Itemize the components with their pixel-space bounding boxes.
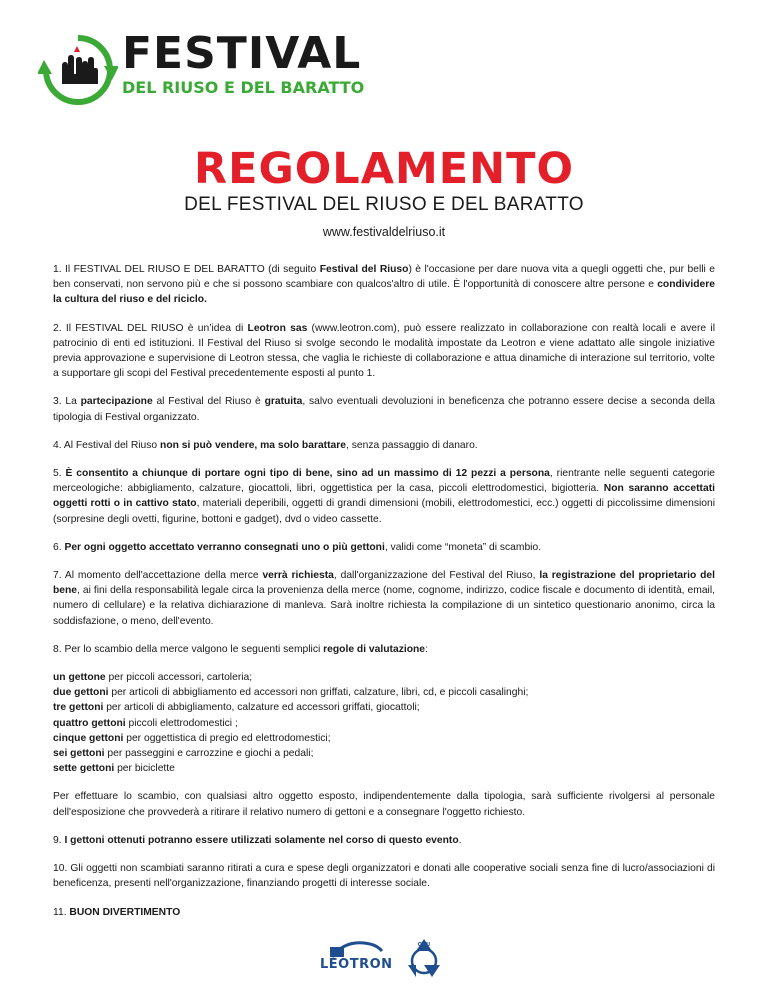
token-desc: per biciclette [114, 763, 175, 775]
leotron-name: LEOTRON [320, 957, 393, 972]
rule-text: , senza passaggio di danaro. [346, 439, 478, 451]
rule-text: 1. Il FESTIVAL DEL RIUSO E DEL BARATTO (di seguito [53, 264, 320, 275]
token-desc: per passeggini e carrozzine e giochi a pedali; [104, 748, 314, 760]
logo-subtitle: DEL RIUSO E DEL BARATTO [122, 78, 365, 97]
token-desc: per oggettistica di pregio ed elettrodomestici; [123, 732, 331, 744]
rule-bold: BUON DIVERTIMENTO [69, 906, 181, 918]
rule-bold: partecipazione [80, 396, 153, 408]
rule-text: 11. [53, 906, 70, 918]
rule-text: 6. [53, 541, 65, 553]
website-link[interactable]: www.festivaldelriuso.it [322, 225, 446, 239]
rule-text: , dall'organizzazione del Festival del Riuso, [333, 570, 540, 582]
rule-bold: non si può vendere, ma solo barattare [160, 439, 346, 451]
token-desc: per piccoli accessori, cartoleria; [105, 672, 253, 684]
list-item [53, 670, 715, 685]
page-subtitle: DEL FESTIVAL DEL RIUSO E DEL BARATTO [184, 194, 584, 215]
list-item [53, 761, 715, 776]
rule-9 [53, 833, 715, 848]
rule-bold: Leotron sas [247, 322, 308, 334]
festival-logo [38, 28, 365, 110]
rule-text: , rientrante nelle seguenti categorie merceologiche: abbigliamento, calzature, giocattoli, libri, oggettistica per la casa, piccoli elettrodomestici, bigiotteria. [53, 468, 715, 495]
recycle-hands-icon [38, 30, 118, 110]
token-desc: piccoli elettrodomestici ; [125, 717, 238, 729]
rule-3 [53, 394, 715, 424]
token-count: tre gettoni [53, 702, 104, 714]
list-item [53, 731, 715, 746]
rule-text: , materiali deperibili, oggetti di grandi dimensioni (mobili, elettrodomestici, ecc.) oggetti di piccolissime dimensioni (sorpresine degli ovetti, figurine, bottoni e gadget), dvd o video cassette. [53, 498, 715, 525]
token-count: sette gettoni [53, 763, 115, 775]
rule-10: 10. Gli oggetti non scambiati saranno ritirati a cura e spese degli organizzatori e donati alle cooperative sociali senza fine di lucro/associazioni di beneficenza, presenti nell'organizzazione, finanziando progetti di interesse sociale. [53, 863, 715, 890]
rule-text: 5. [53, 468, 66, 480]
rule-text: ) è l'occasione per dare nuova vita a quegli oggetti che, pur belli e ben conservati, non servono più e che si possono scambiare con qualcos'altro di utile. È l'opportunità di conoscere altre persone e [53, 264, 715, 291]
rule-8-exchange: Per effettuare lo scambio, con qualsiasi altro oggetto esposto, indipendentemente dalla tipologia, sarà sufficiente rivolgersi al personale dell'esposizione che provvederà a ritirare il relativo numero di gettoni e a consegnare l'oggetto richiesto. [53, 791, 715, 818]
leotron-mark-icon [324, 939, 384, 959]
rule-text: 8. Per lo scambio della merce valgono le seguenti semplici [53, 643, 324, 655]
rule-2 [53, 321, 715, 382]
rule-text: 2. Il FESTIVAL DEL RIUSO è un’idea di [53, 322, 248, 334]
list-item [53, 685, 715, 700]
page-title: REGOLAMENTO [193, 144, 575, 194]
rule-11 [53, 905, 715, 920]
rule-bold: condividere la cultura del riuso e del riciclo. [53, 279, 715, 306]
rule-text: 3. La [53, 396, 81, 408]
rule-text: al Festival del Riuso è [152, 396, 265, 408]
rule-text: , ai fini della responsabilità legale circa la provenienza della merce (nome, cognome, indirizzo, codice fiscale e documento di identità, email, numero di cellulare) e la relativa dichiarazione di manleva. Sarà inoltre richiesta la compilazione di un sintetico questionario anonimo, circa la soddisfazione, o meno, dell'evento. [53, 585, 715, 627]
rule-text: 7. Al momento dell'accettazione della merce [53, 570, 263, 582]
token-values-list [53, 670, 715, 776]
rule-7 [53, 568, 715, 629]
leotron-logo [320, 939, 393, 979]
list-item [53, 716, 715, 731]
token-count: un gettone [53, 672, 106, 684]
title-block [0, 144, 768, 239]
rule-text: 4. Al Festival del Riuso [53, 439, 161, 451]
rules-content [53, 262, 715, 933]
rule-4 [53, 438, 715, 453]
onu-label: ONU [417, 942, 431, 948]
rule-bold: Per ogni oggetto accettato verranno consegnati uno o più gettoni [64, 541, 385, 553]
footer-logos [320, 935, 460, 985]
rule-5 [53, 466, 715, 527]
rule-bold: gratuita [264, 396, 303, 408]
rule-bold: Festival del Riuso [319, 264, 409, 275]
rule-1 [53, 262, 715, 308]
rule-bold: regole di valutazione [323, 643, 426, 655]
onu-recycle-icon [402, 935, 446, 983]
token-count: due gettoni [53, 687, 109, 699]
rule-bold: I gettoni ottenuti potranno essere utilizzati solamente nel corso di questo evento [64, 834, 459, 846]
rule-bold: verrà richiesta [262, 570, 334, 582]
token-count: quattro gettoni [53, 717, 126, 729]
token-desc: per articoli di abbigliamento, calzature ed accessori griffati, giocattoli; [103, 702, 420, 714]
rule-bold: Non saranno accettati oggetti rotti o in cattivo stato [53, 483, 715, 510]
rule-text: , salvo eventuali devoluzioni in beneficenza che potranno essere decise a seconda della tipologia di Festival organizzato. [53, 396, 716, 423]
token-count: sei gettoni [53, 748, 105, 760]
rule-text: 9. [53, 834, 65, 846]
rule-bold: È consentito a chiunque di portare ogni tipo di bene, sino ad un massimo di 12 pezzi a persona [65, 468, 550, 480]
rule-6 [53, 540, 715, 555]
list-item [53, 700, 715, 715]
list-item [53, 746, 715, 761]
rule-text: , validi come “moneta” di scambio. [384, 541, 542, 553]
rule-text: : [425, 643, 428, 655]
token-desc: per articoli di abbigliamento ed accessori non griffati, calzature, libri, cd, e piccoli casalinghi; [108, 687, 529, 699]
rule-text: (www.leotron.com), può essere realizzato in collaborazione con realtà locali e avere il patrocinio di enti ed istituzioni. Il Festival del Riuso si svolge secondo le modalità impostate da Leotron e viene adattato alle singole iniziative previa approvazione e supervisione di Leotron stessa, che vaglia le richieste di collaborazione e attua dinamiche di interazione sul territorio, volte a supportare gli scopi del Festival precedentemente esposti al punto 1. [53, 322, 715, 380]
rule-8 [53, 642, 715, 657]
rule-bold: la registrazione del proprietario del bene [53, 570, 715, 597]
logo-festival-text: FESTIVAL [122, 28, 362, 79]
token-count: cinque gettoni [53, 732, 124, 744]
rule-text: . [458, 834, 462, 846]
